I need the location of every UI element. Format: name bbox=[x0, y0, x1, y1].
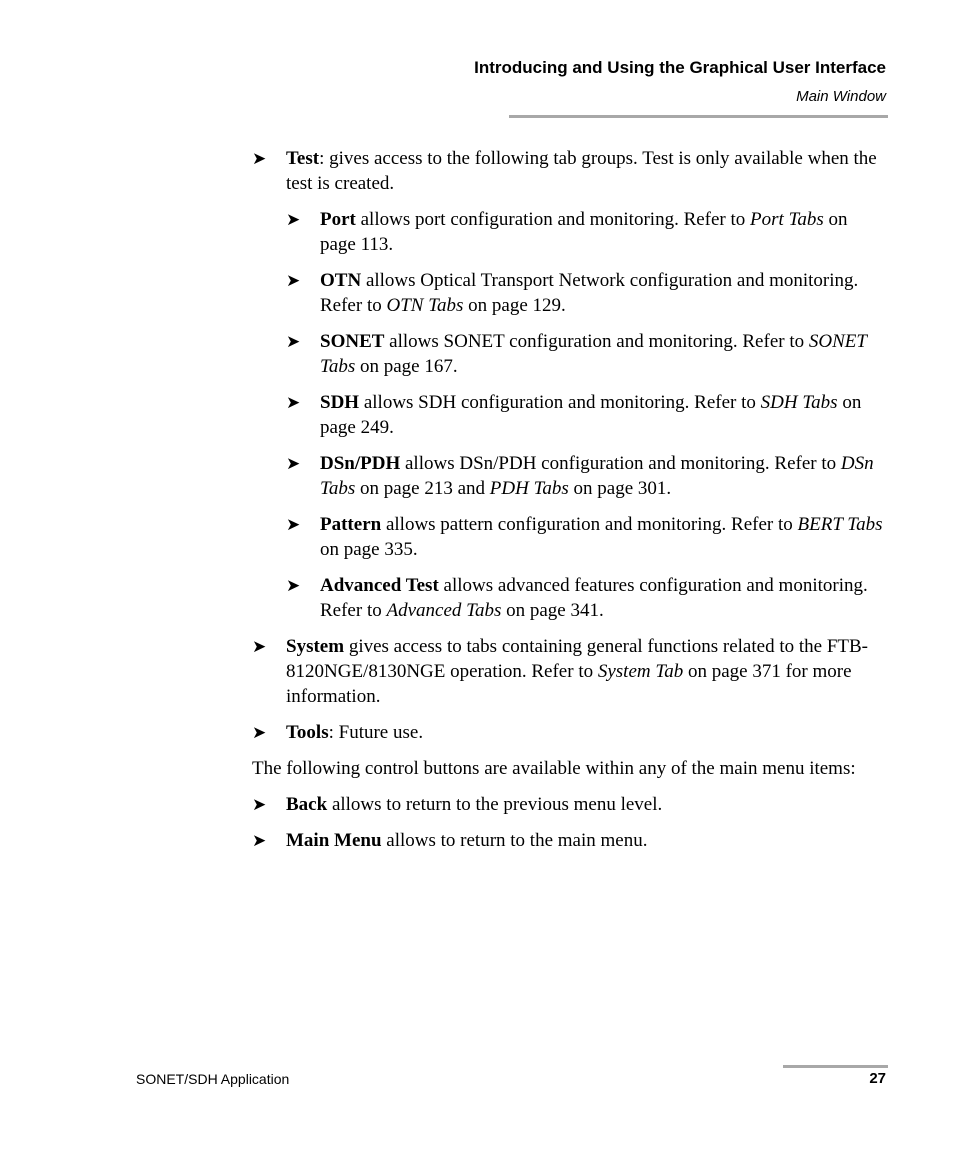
bullet-tools bbox=[252, 720, 888, 745]
footer-document-title: SONET/SDH Application bbox=[136, 1071, 290, 1087]
bullet-arrow-icon: ➤ bbox=[286, 332, 301, 352]
cross-reference-link[interactable]: OTN Tabs bbox=[386, 295, 464, 316]
page-reference: on page 335. bbox=[320, 539, 418, 560]
bullet-main-menu bbox=[252, 828, 888, 853]
page-reference: on page 129. bbox=[463, 295, 566, 316]
term: Advanced Test bbox=[320, 575, 439, 596]
bullet-arrow-icon: ➤ bbox=[286, 393, 301, 413]
description: : Future use. bbox=[328, 722, 424, 743]
term: Port bbox=[320, 209, 356, 230]
bullet-arrow-icon: ➤ bbox=[252, 723, 267, 743]
term: System bbox=[286, 636, 345, 657]
bullet-arrow-icon: ➤ bbox=[252, 795, 267, 815]
term: Pattern bbox=[320, 514, 382, 535]
bullet-sdh bbox=[286, 390, 888, 440]
bullet-back bbox=[252, 792, 888, 817]
term: SONET bbox=[320, 331, 385, 352]
bullet-arrow-icon: ➤ bbox=[286, 515, 301, 535]
bullet-port bbox=[286, 207, 888, 257]
cross-reference-link[interactable]: Advanced Tabs bbox=[386, 600, 502, 621]
description: allows to return to the main menu. bbox=[381, 830, 648, 851]
cross-reference-link[interactable]: Port Tabs bbox=[750, 209, 824, 230]
cross-reference-link[interactable]: SDH Tabs bbox=[760, 392, 838, 413]
cross-reference-link[interactable]: DSn Tabs bbox=[320, 453, 874, 499]
bullet-dsn-pdh bbox=[286, 451, 888, 501]
description: allows DSn/PDH configuration and monitoring. Refer to bbox=[400, 453, 841, 474]
footer-rule bbox=[783, 1065, 888, 1068]
page-reference: on page 341. bbox=[501, 600, 604, 621]
header-rule bbox=[509, 115, 888, 118]
bullet-arrow-icon: ➤ bbox=[286, 576, 301, 596]
page-reference: on page 213 and bbox=[355, 478, 490, 499]
intro-paragraph: The following control buttons are available within any of the main menu items: bbox=[252, 758, 856, 779]
description: allows advanced features configuration and monitoring. Refer to bbox=[320, 575, 868, 621]
bullet-sonet bbox=[286, 329, 888, 379]
page-body bbox=[252, 146, 888, 864]
description: allows pattern configuration and monitoring. Refer to bbox=[381, 514, 798, 535]
term: SDH bbox=[320, 392, 360, 413]
running-header-subtitle: Main Window bbox=[796, 88, 886, 105]
term: Test bbox=[286, 148, 320, 169]
description: allows Optical Transport Network configuration and monitoring. Refer to bbox=[320, 270, 859, 316]
description: gives access to tabs containing general functions related to the FTB-8120NGE/8130NGE operation. Refer to bbox=[286, 636, 868, 682]
bullet-system bbox=[252, 634, 888, 709]
page-reference: on page 371 for more information. bbox=[286, 661, 852, 707]
bullet-otn bbox=[286, 268, 888, 318]
term: Back bbox=[286, 794, 328, 815]
cross-reference-link[interactable]: PDH Tabs bbox=[489, 478, 569, 499]
term: OTN bbox=[320, 270, 362, 291]
description: allows SONET configuration and monitoring. Refer to bbox=[384, 331, 809, 352]
bullet-arrow-icon: ➤ bbox=[252, 637, 267, 657]
page-reference: on page 249. bbox=[320, 392, 862, 438]
page-reference: on page 301. bbox=[568, 478, 672, 499]
bullet-advanced-test bbox=[286, 573, 888, 623]
term: Main Menu bbox=[286, 830, 382, 851]
bullet-pattern bbox=[286, 512, 888, 562]
bullet-test bbox=[252, 146, 888, 196]
page-reference: on page 167. bbox=[355, 356, 458, 377]
bullet-arrow-icon: ➤ bbox=[286, 454, 301, 474]
description: : gives access to the following tab groups. Test is only available when the test is created. bbox=[286, 148, 877, 194]
running-header-title: Introducing and Using the Graphical User Interface bbox=[474, 58, 886, 77]
bullet-arrow-icon: ➤ bbox=[252, 831, 267, 851]
cross-reference-link[interactable]: BERT Tabs bbox=[797, 514, 883, 535]
term: DSn/PDH bbox=[320, 453, 401, 474]
bullet-arrow-icon: ➤ bbox=[286, 271, 301, 291]
description: allows SDH configuration and monitoring. Refer to bbox=[359, 392, 761, 413]
cross-reference-link[interactable]: SONET Tabs bbox=[320, 331, 867, 377]
page-reference: on page 113. bbox=[320, 209, 848, 255]
page-number: 27 bbox=[869, 1070, 886, 1087]
description: allows to return to the previous menu level. bbox=[327, 794, 663, 815]
bullet-arrow-icon: ➤ bbox=[252, 149, 267, 169]
description: allows port configuration and monitoring. Refer to bbox=[355, 209, 751, 230]
cross-reference-link[interactable]: System Tab bbox=[597, 661, 684, 682]
term: Tools bbox=[286, 722, 329, 743]
bullet-arrow-icon: ➤ bbox=[286, 210, 301, 230]
